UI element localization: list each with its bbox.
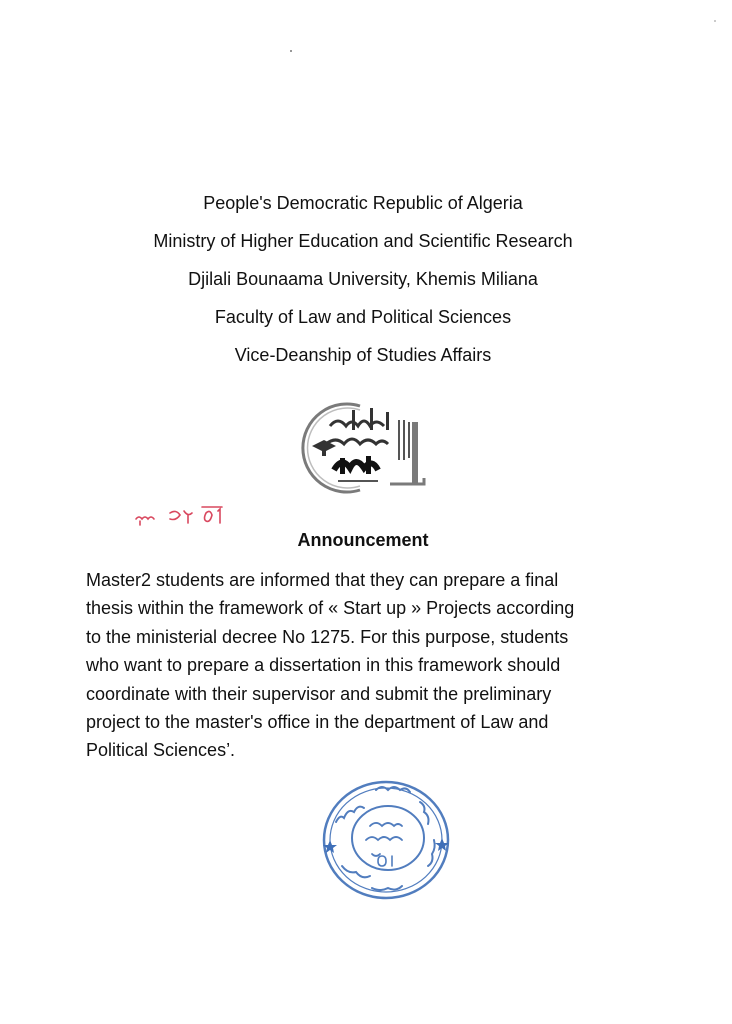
announcement-body-line: who want to prepare a dissertation in this framework should <box>86 655 561 676</box>
announcement-body-line: project to the master's office in the department of Law and <box>86 711 549 732</box>
university-logo-icon <box>300 400 432 494</box>
letterhead <box>0 184 726 374</box>
header-country: People's Democratic Republic of Algeria <box>203 193 523 213</box>
announcement-body-line: coordinate with their supervisor and submit the preliminary <box>86 683 552 704</box>
scan-speck <box>714 20 716 22</box>
official-seal-icon <box>312 770 460 912</box>
announcement-body <box>86 566 646 765</box>
announcement-body-line: Master2 students are informed that they can prepare a final <box>86 570 559 590</box>
announcement-body-line: Political Sciences’. <box>86 740 236 761</box>
header-university: Djilali Bounaama University, Khemis Miliana <box>188 269 538 289</box>
header-vice-deanship: Vice-Deanship of Studies Affairs <box>234 345 492 365</box>
announcement-title: Announcement <box>297 530 429 550</box>
scan-speck <box>290 50 292 52</box>
header-faculty: Faculty of Law and Political Sciences <box>214 307 512 327</box>
date-stamp-icon <box>132 503 232 529</box>
announcement-body-line: thesis within the framework of « Start up » Projects according <box>86 598 575 619</box>
announcement-body-line: to the ministerial decree No 1275. For this purpose, students <box>86 626 569 647</box>
header-ministry: Ministry of Higher Education and Scientific Research <box>153 231 573 251</box>
